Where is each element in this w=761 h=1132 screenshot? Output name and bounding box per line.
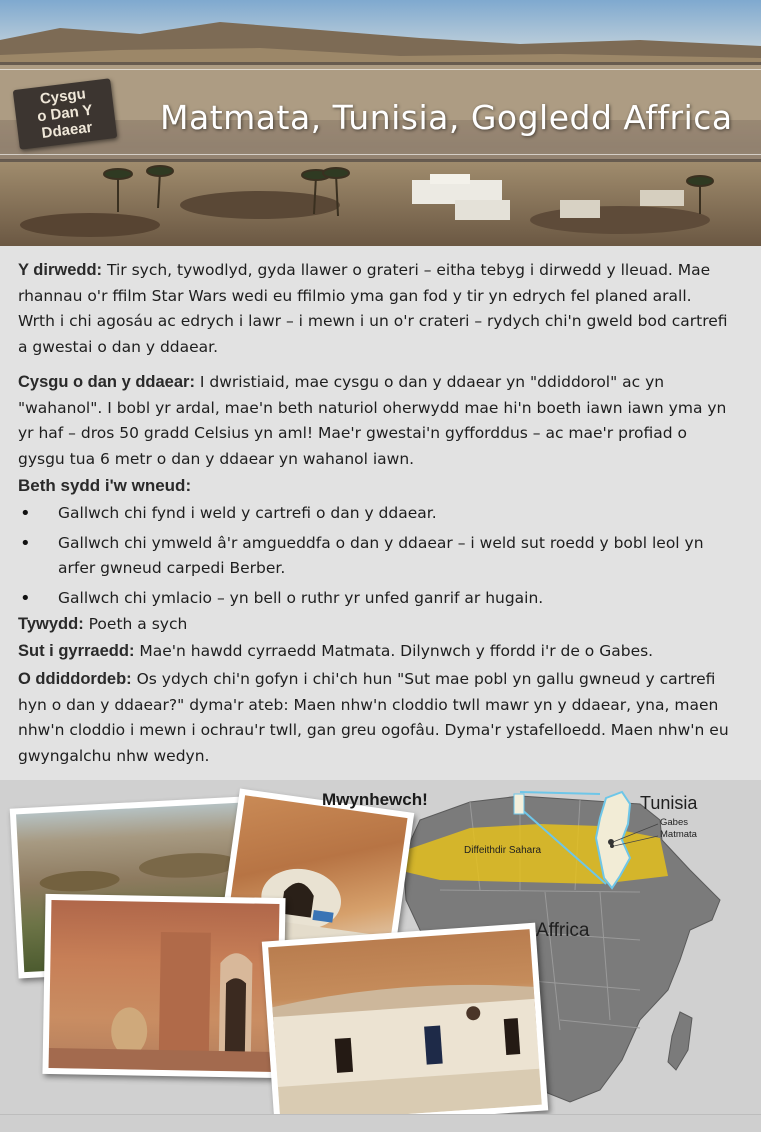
page-title: Matmata, Tunisia, Gogledd Affrica	[160, 98, 733, 137]
todo-list	[18, 501, 730, 615]
badge-line-2: o Dan Y	[36, 101, 94, 126]
courtyard-scene	[49, 900, 280, 1072]
sleeping-text: I dwristiaid, mae cysgu o dan y ddaear yn "ddiddorol" ac yn "wahanol". I bobl yr ardal, mae'n beth naturiol oherwydd mae hi'n boeth iawn iawn yma yn yr haf – dros 50 gradd Celsius yn aml! Mae'r gwestai'n gyfforddus – ac mae'r profiad o gysgu tua 6 metr o dan y ddaear yn wahanol iawn.	[18, 373, 727, 468]
gabes-label: Gabes	[660, 817, 688, 828]
sleeping-label: Cysgu o dan y ddaear:	[18, 373, 195, 391]
badge-line-3: Ddaear	[40, 118, 94, 142]
sleeping-paragraph	[18, 370, 730, 472]
todo-heading: Beth sydd i'w wneud:	[18, 476, 192, 495]
photo-collage	[0, 780, 761, 1132]
badge-line-1: Cysgu	[39, 85, 87, 108]
landscape-label: Y dirwedd:	[18, 261, 103, 279]
matmata-label: Matmata	[660, 829, 697, 840]
list-item: • Gallwch chi fynd i weld y cartrefi o dan y ddaear.	[18, 501, 730, 527]
interior-photo	[262, 923, 548, 1130]
landscape-paragraph	[18, 258, 730, 360]
getting-there-paragraph	[18, 639, 730, 665]
sleeping-underground-badge	[13, 78, 118, 149]
footer-strip	[0, 1114, 761, 1132]
sahara-label: Diffeithdir Sahara	[464, 845, 542, 856]
list-item: • Gallwch chi ymweld â'r amgueddfa o dan y ddaear – i weld sut roedd y bobl leol yn arfer gwneud carpedi Berber.	[18, 531, 730, 582]
getting-there-label: Sut i gyrraedd:	[18, 642, 135, 660]
africa-label: Affrica	[536, 920, 590, 941]
weather-label: Tywydd:	[18, 615, 84, 633]
getting-there-text: Mae'n hawdd cyrraedd Matmata. Dilynwch y ffordd i'r de o Gabes.	[139, 642, 654, 660]
list-item: • Gallwch chi ymlacio – yn bell o ruthr yr unfed ganrif ar hugain.	[18, 586, 730, 612]
header-banner	[0, 0, 761, 246]
madagascar-shape	[668, 1012, 692, 1070]
interest-paragraph	[18, 667, 730, 769]
enjoy-caption: Mwynhewch!	[322, 790, 428, 809]
article-body	[0, 246, 761, 780]
interest-text: Os ydych chi'n gofyn i chi'ch hun "Sut mae pobl yn gallu gwneud y cartrefi hyn o dan y ddaear?" dyma'r ateb: Maen nhw'n cloddio twll mawr yn y ddaear, yna, maen nhw'n cloddio i mewn i ochrau'r twll, gan greu ogofâu. Dyma'r ystafelloedd. Maen nhw'n eu gwyngalchu nhw wedyn.	[18, 670, 729, 765]
interior-scene	[268, 929, 542, 1123]
weather-paragraph	[18, 612, 730, 638]
courtyard-photo	[42, 894, 285, 1078]
landscape-text: Tir sych, tywodlyd, gyda llawer o grateri – eitha tebyg i dirwedd y lleuad. Mae rhannau o'r ffilm Star Wars wedi eu ffilmio yma gan fod y tir yn edrych fel planed arall. Wrth i chi agosáu ac edrych i lawr – i mewn i un o'r crateri – rydych chi'n gweld bod cartrefi a gwestai o dan y ddaear.	[18, 261, 728, 356]
tunisia-label: Tunisia	[640, 793, 698, 813]
interest-label: O ddiddordeb:	[18, 670, 132, 688]
weather-text: Poeth a sych	[88, 615, 188, 633]
